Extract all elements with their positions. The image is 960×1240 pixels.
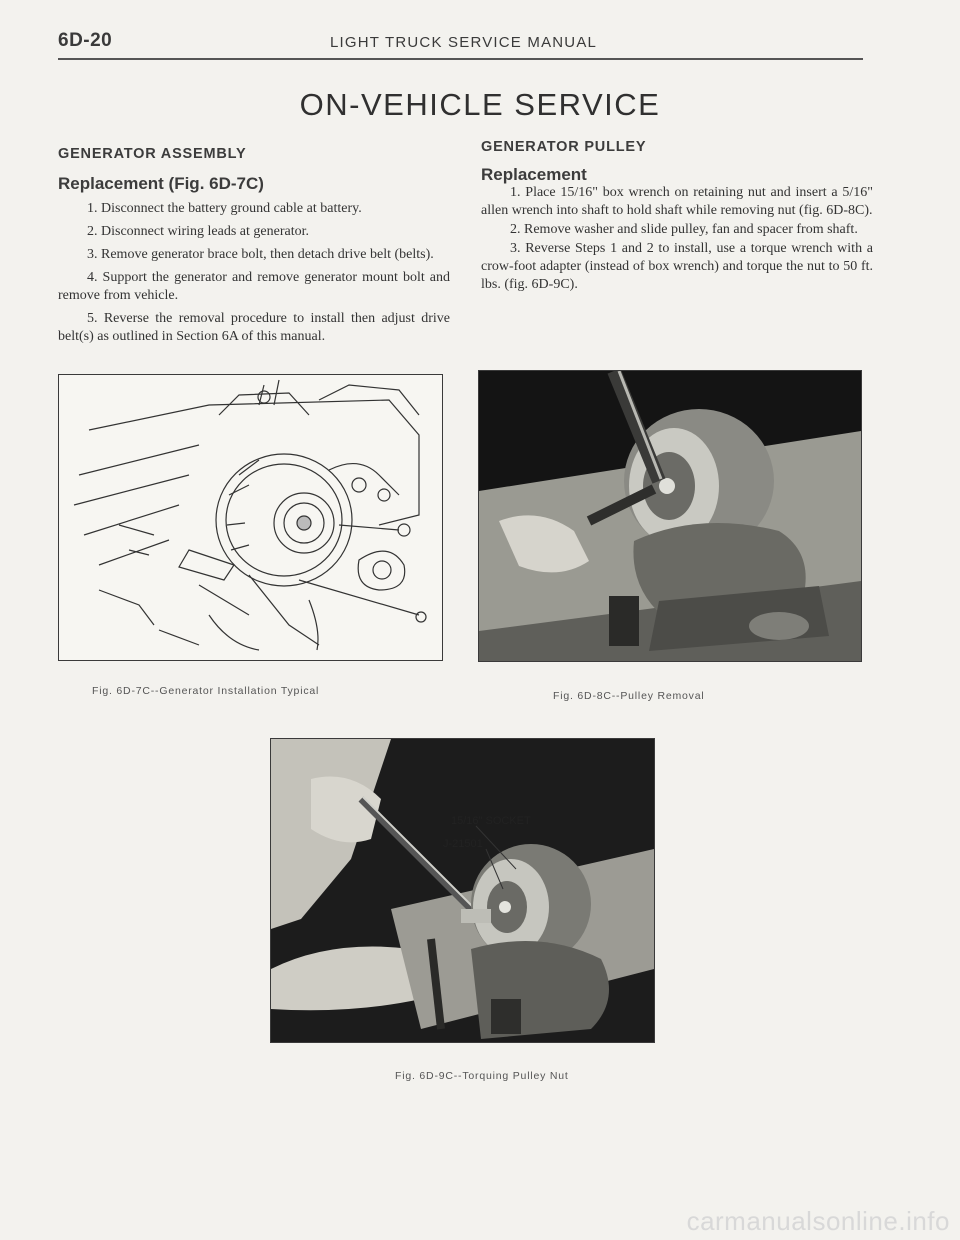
left-step-4: 4. Support the generator and remove generator mount bolt and remove from vehicle. xyxy=(58,270,450,303)
header-rule xyxy=(58,58,863,60)
left-step-3: 3. Remove generator brace bolt, then detach drive belt (belts). xyxy=(87,247,434,262)
caption-fig-6d-7c: Fig. 6D-7C--Generator Installation Typical xyxy=(92,685,320,697)
right-steps xyxy=(481,184,873,295)
section-heading-generator-pulley: GENERATOR PULLEY xyxy=(481,139,647,155)
subheading-replacement-left: Replacement (Fig. 6D-7C) xyxy=(58,174,264,193)
pulley-removal-photo xyxy=(479,371,861,661)
right-step-3: 3. Reverse Steps 1 and 2 to install, use a torque wrench with a crow-foot adapter (instead of box wrench) and torque the nut to 50 ft. lbs. (fig. 6D-9C). xyxy=(481,241,873,292)
caption-fig-6d-9c: Fig. 6D-9C--Torquing Pulley Nut xyxy=(395,1070,569,1082)
section-heading-generator-assembly: GENERATOR ASSEMBLY xyxy=(58,146,247,162)
right-step-1: 1. Place 15/16" box wrench on retaining nut and insert a 5/16" allen wrench into shaft to hold shaft while removing nut (fig. 6D-8C). xyxy=(481,185,873,218)
right-step-2: 2. Remove washer and slide pulley, fan and spacer from shaft. xyxy=(510,222,858,237)
label-socket: 15/16" SOCKET xyxy=(451,815,531,827)
watermark: carmanualsonline.info xyxy=(686,1206,950,1236)
torquing-pulley-nut-photo xyxy=(271,739,654,1042)
page-number: 6D-20 xyxy=(58,30,113,51)
label-tool-number: J-21501 xyxy=(443,838,483,850)
left-step-1: 1. Disconnect the battery ground cable at battery. xyxy=(87,201,362,216)
subheading-replacement-right: Replacement xyxy=(481,165,587,184)
figure-torquing-pulley-nut xyxy=(270,738,655,1043)
figure-generator-installation xyxy=(58,374,443,661)
generator-installation-drawing xyxy=(59,375,442,660)
left-step-2: 2. Disconnect wiring leads at generator. xyxy=(87,224,309,239)
manual-title: LIGHT TRUCK SERVICE MANUAL xyxy=(330,34,598,51)
left-steps xyxy=(58,200,450,351)
figure-pulley-removal xyxy=(478,370,862,662)
caption-fig-6d-8c: Fig. 6D-8C--Pulley Removal xyxy=(553,690,705,702)
left-step-5: 5. Reverse the removal procedure to install then adjust drive belt(s) as outlined in Section 6A of this manual. xyxy=(58,311,450,344)
page-title: ON-VEHICLE SERVICE xyxy=(299,87,661,122)
